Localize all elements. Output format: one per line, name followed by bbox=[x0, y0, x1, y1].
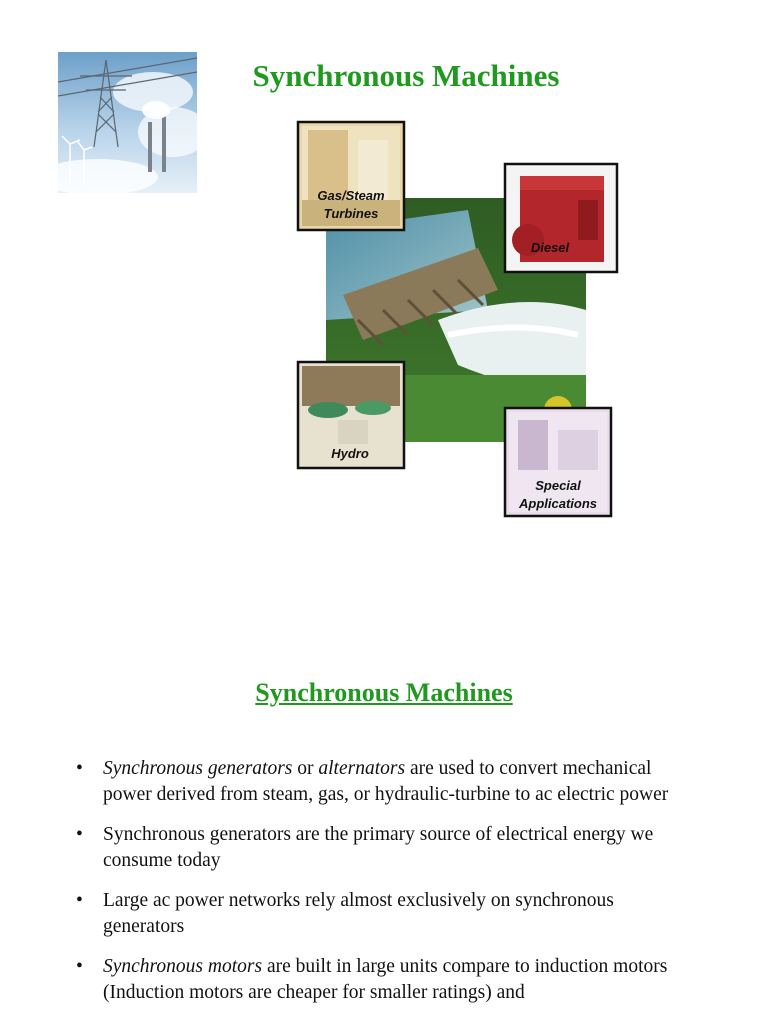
diesel-label: Diesel bbox=[530, 240, 570, 255]
bullet-text: are used to convert mechanical power derived from steam, gas, or hydraulic-turbine to ac electric power bbox=[103, 758, 669, 805]
bullet-list bbox=[76, 756, 676, 1020]
hydro-photo bbox=[298, 362, 404, 468]
special-label-line2: Applications bbox=[518, 496, 598, 511]
bullet-icon: • bbox=[76, 956, 83, 977]
special-label-line1: Special bbox=[535, 478, 581, 493]
bullet-icon: • bbox=[76, 824, 83, 845]
turbines-label-line2: Turbines bbox=[323, 206, 379, 221]
bullet-text: or bbox=[292, 758, 319, 779]
list-item bbox=[76, 888, 676, 939]
special-applications-photo bbox=[505, 408, 611, 516]
list-item bbox=[76, 954, 676, 1005]
slide-2-title: Synchronous Machines bbox=[255, 678, 513, 707]
hydro-label: Hydro bbox=[331, 446, 369, 461]
diesel-photo bbox=[505, 164, 617, 272]
list-item bbox=[76, 756, 676, 807]
term-alternators: alternators bbox=[318, 758, 406, 779]
term-synchronous-generators: Synchronous generators bbox=[103, 758, 293, 779]
slide-1-title: Synchronous Machines bbox=[252, 58, 560, 93]
bullet-text: Synchronous generators are the primary source of electrical energy we consume today bbox=[103, 824, 654, 871]
bullet-text: are built in large units compare to induction motors (Induction motors are cheaper for smaller ratings) and bbox=[103, 956, 668, 1003]
gas-steam-turbines-photo bbox=[298, 122, 404, 230]
synchronous-machine-applications-collage bbox=[288, 120, 628, 520]
bullet-icon: • bbox=[76, 758, 83, 779]
term-synchronous-motors: Synchronous motors bbox=[103, 956, 263, 977]
bullet-icon: • bbox=[76, 890, 83, 911]
turbines-label-line1: Gas/Steam bbox=[317, 188, 385, 203]
list-item bbox=[76, 822, 676, 873]
bullet-text: Large ac power networks rely almost exclusively on synchronous generators bbox=[103, 890, 614, 937]
slide-2 bbox=[0, 560, 768, 1024]
